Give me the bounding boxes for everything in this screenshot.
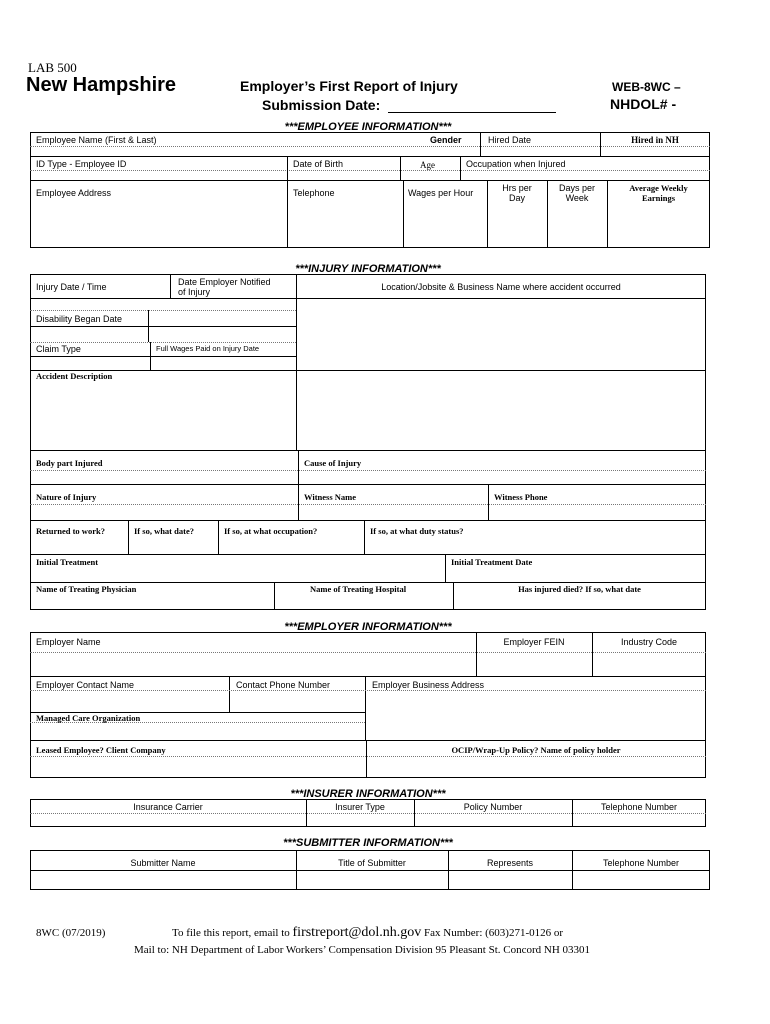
hired-date-label: Hired Date [488,135,532,145]
contact-name-label: Employer Contact Name [36,680,135,690]
occupation-label: Occupation when Injured [466,159,566,169]
file-text: To file this report, email to [172,927,290,939]
fax-number: Fax Number: (603)271-0126 or [424,927,564,939]
employer-section-title: ***EMPLOYER INFORMATION*** [284,621,452,633]
managed-care-label: Managed Care Organization [36,713,141,723]
leased-label: Leased Employee? Client Company [36,745,166,755]
insurance-carrier-label: Insurance Carrier [133,802,203,812]
disability-label: Disability Began Date [36,314,123,324]
claim-type-label: Claim Type [36,344,81,354]
earnings-label: Earnings [641,193,676,203]
returned-label: Returned to work? [36,526,105,536]
nature-label: Nature of Injury [36,492,97,502]
revision-label: 8WC (07/2019) [36,927,106,939]
telephone-label: Telephone [293,188,335,198]
hrs-per-day-label [487,183,547,203]
accident-description-field[interactable] [32,382,704,448]
notified-line1: Date Employer Notified [178,277,271,287]
days-per-label: Days per [558,183,595,193]
state-title: New Hampshire [26,74,177,96]
insurer-type-label: Insurer Type [335,802,385,812]
address-label: Employee Address [36,188,112,198]
return-duty-label: If so, at what duty status? [370,526,464,536]
submission-date-field[interactable] [388,98,556,113]
submitter-telephone-label: Telephone Number [602,858,680,868]
days-per-week-label [547,183,607,203]
full-wages-label: Full Wages Paid on Injury Date [156,344,260,353]
mail-address: Mail to: NH Department of Labor Workers’ Compensation Division 95 Pleasant St. Concord NH 03301 [134,944,591,956]
location-label: Location/Jobsite & Business Name where accident occurred [381,282,621,292]
email-link[interactable]: firstreport@dol.nh.gov [292,925,422,940]
employee-name-field[interactable] [36,147,474,156]
employer-notified-label [178,277,271,297]
cause-label: Cause of Injury [304,458,362,468]
notified-line2: of Injury [178,287,211,297]
form-number: LAB 500 [28,60,77,75]
submitter-section-title: ***SUBMITTER INFORMATION*** [283,837,453,849]
business-address-label: Employer Business Address [372,680,485,690]
dob-label: Date of Birth [293,159,344,169]
employee-section-title: ***EMPLOYEE INFORMATION*** [284,121,452,133]
injury-section-title: ***INJURY INFORMATION*** [295,263,441,275]
physician-label: Name of Treating Physician [36,584,137,594]
hrs-per-label: Hrs per [502,183,532,193]
accident-description-label: Accident Description [36,371,113,381]
initial-treatment-date-label: Initial Treatment Date [451,557,533,567]
represents-label: Represents [486,858,534,868]
form-code: WEB-8WC – [612,80,681,94]
week-label: Week [565,193,589,203]
average-weekly-label: Average Weekly [629,183,688,193]
injury-date-label: Injury Date / Time [36,282,107,292]
nhdol-label: NHDOL# - [610,96,677,112]
died-label: Has injured died? If so, what date [518,584,641,594]
report-title: Employer’s First Report of Injury [240,78,458,94]
ocip-label: OCIP/Wrap-Up Policy? Name of policy holder [451,745,621,755]
id-type-label: ID Type - Employee ID [36,159,127,169]
hired-in-nh-label: Hired in NH [631,135,679,145]
industry-code-label: Industry Code [620,637,678,647]
submitter-title-label: Title of Submitter [338,858,406,868]
address-field[interactable] [31,204,286,247]
hospital-label: Name of Treating Hospital [310,584,407,594]
insurer-section-title: ***INSURER INFORMATION*** [290,788,446,800]
initial-treatment-label: Initial Treatment [36,557,99,567]
employee-name-label: Employee Name (First & Last) [36,135,157,145]
wages-label: Wages per Hour [408,188,474,198]
submitter-name-label: Submitter Name [130,858,196,868]
fein-label: Employer FEIN [503,637,565,647]
return-occupation-label: If so, at what occupation? [224,526,318,536]
policy-number-label: Policy Number [463,802,523,812]
body-part-label: Body part Injured [36,458,103,468]
avg-weekly-label [607,183,710,203]
submission-date-label: Submission Date: [262,97,381,113]
gender-label: Gender [430,135,462,145]
file-instructions [172,925,563,941]
contact-phone-label: Contact Phone Number [236,680,331,690]
return-date-label: If so, what date? [134,526,194,536]
witness-name-label: Witness Name [304,492,357,502]
employer-name-label: Employer Name [36,637,101,647]
witness-phone-label: Witness Phone [494,492,548,502]
age-label: Age [420,160,435,170]
day-label: Day [508,193,525,203]
insurer-telephone-label: Telephone Number [600,802,678,812]
